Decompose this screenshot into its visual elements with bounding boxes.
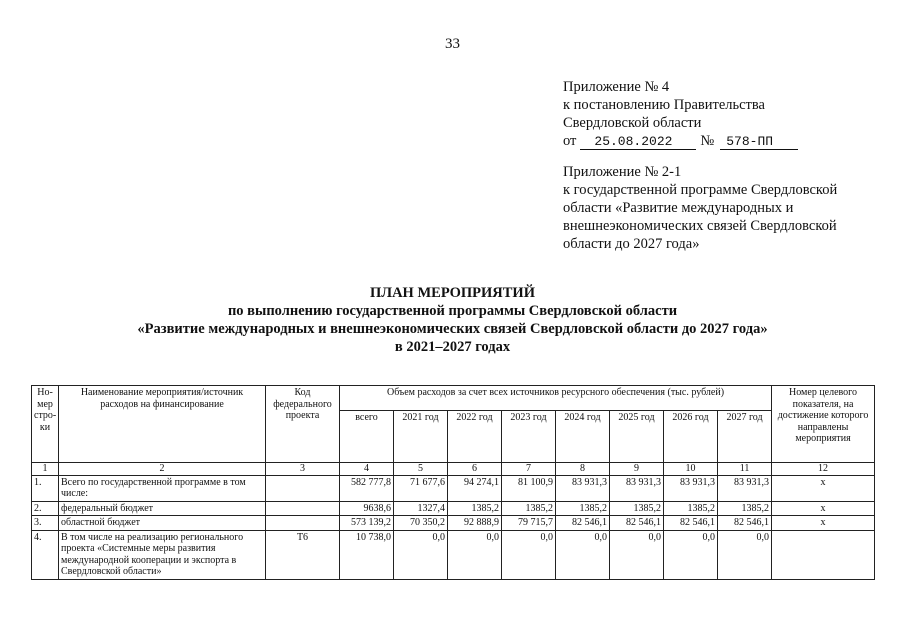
header-volume: Объем расходов за счет всех источников ресурсного обеспечения (тыс. рублей) xyxy=(340,386,772,411)
row-2026: 83 931,3 xyxy=(664,475,718,501)
row-2025: 1385,2 xyxy=(610,501,664,516)
row-name: федеральный бюджет xyxy=(59,501,266,516)
col-number: 5 xyxy=(394,463,448,476)
row-no: 1. xyxy=(32,475,59,501)
row-2027: 0,0 xyxy=(718,530,772,579)
appendix-2-line4: внешнеэкономических связей Свердловской xyxy=(563,218,837,234)
row-2025: 82 546,1 xyxy=(610,516,664,531)
title-line2: по выполнению государственной программы Свердловской области xyxy=(227,303,678,319)
row-total: 9638,6 xyxy=(340,501,394,516)
row-2023: 1385,2 xyxy=(502,501,556,516)
resolution-number: 578-ПП xyxy=(720,134,798,150)
row-2021: 71 677,6 xyxy=(394,475,448,501)
appendix-1-date-line xyxy=(563,132,893,150)
document-title xyxy=(0,284,905,356)
appendix-2-line3: области «Развитие международных и xyxy=(563,200,794,216)
row-target: х xyxy=(772,501,875,516)
row-name: Всего по государственной программе в том числе: xyxy=(59,475,266,501)
row-name: областной бюджет xyxy=(59,516,266,531)
row-2022: 94 274,1 xyxy=(448,475,502,501)
header-total: всего xyxy=(340,411,394,463)
col-number: 9 xyxy=(610,463,664,476)
col-number: 8 xyxy=(556,463,610,476)
row-2024: 1385,2 xyxy=(556,501,610,516)
col-number: 6 xyxy=(448,463,502,476)
header-target: Номер целевого показателя, на достижение которого направлены мероприятия xyxy=(772,386,875,463)
table-row xyxy=(32,475,875,501)
number-prefix: № xyxy=(700,133,715,149)
row-2024: 0,0 xyxy=(556,530,610,579)
row-2021: 0,0 xyxy=(394,530,448,579)
header-2022: 2022 год xyxy=(448,411,502,463)
row-total: 10 738,0 xyxy=(340,530,394,579)
row-2023: 79 715,7 xyxy=(502,516,556,531)
row-2025: 0,0 xyxy=(610,530,664,579)
title-line3: «Развитие международных и внешнеэкономических связей Свердловской области до 2027 года» xyxy=(137,321,768,337)
row-2023: 81 100,9 xyxy=(502,475,556,501)
row-name: В том числе на реализацию регионального проекта «Системные меры развития международной кооперации и экспорта в Свердловской области» xyxy=(59,530,266,579)
header-2027: 2027 год xyxy=(718,411,772,463)
row-total: 573 139,2 xyxy=(340,516,394,531)
row-no: 2. xyxy=(32,501,59,516)
col-number: 4 xyxy=(340,463,394,476)
header-2021: 2021 год xyxy=(394,411,448,463)
col-number: 1 xyxy=(32,463,59,476)
table-row xyxy=(32,530,875,579)
row-2026: 82 546,1 xyxy=(664,516,718,531)
row-code xyxy=(266,475,340,501)
table-row xyxy=(32,501,875,516)
row-target xyxy=(772,530,875,579)
appendix-2-line5: области до 2027 года» xyxy=(563,236,700,252)
col-number: 12 xyxy=(772,463,875,476)
col-number: 10 xyxy=(664,463,718,476)
row-2025: 83 931,3 xyxy=(610,475,664,501)
appendix-1-block xyxy=(563,78,893,150)
col-number: 3 xyxy=(266,463,340,476)
row-2023: 0,0 xyxy=(502,530,556,579)
appendix-1-line3: Свердловской области xyxy=(563,115,702,131)
header-2024: 2024 год xyxy=(556,411,610,463)
resolution-date: 25.08.2022 xyxy=(580,134,696,150)
appendix-1-line1: Приложение № 4 xyxy=(563,79,670,95)
row-2027: 82 546,1 xyxy=(718,516,772,531)
row-2027: 1385,2 xyxy=(718,501,772,516)
row-2026: 1385,2 xyxy=(664,501,718,516)
row-2022: 0,0 xyxy=(448,530,502,579)
row-2026: 0,0 xyxy=(664,530,718,579)
row-target: х xyxy=(772,516,875,531)
title-line1: ПЛАН МЕРОПРИЯТИЙ xyxy=(370,285,535,301)
header-name: Наименование мероприятия/источник расходов на финансирование xyxy=(59,386,266,463)
col-number: 2 xyxy=(59,463,266,476)
column-number-row xyxy=(32,463,875,476)
row-2024: 82 546,1 xyxy=(556,516,610,531)
header-row-no: Но-мер стро-ки xyxy=(32,386,59,463)
appendix-1-line2: к постановлению Правительства xyxy=(563,97,765,113)
row-2021: 1327,4 xyxy=(394,501,448,516)
row-2024: 83 931,3 xyxy=(556,475,610,501)
appendix-2-block xyxy=(563,163,893,253)
table-header-row xyxy=(32,386,875,411)
plan-table xyxy=(31,385,875,580)
row-no: 3. xyxy=(32,516,59,531)
row-total: 582 777,8 xyxy=(340,475,394,501)
title-line4: в 2021–2027 годах xyxy=(394,339,511,355)
col-number: 11 xyxy=(718,463,772,476)
header-2023: 2023 год xyxy=(502,411,556,463)
row-2022: 1385,2 xyxy=(448,501,502,516)
table-row xyxy=(32,516,875,531)
row-code: Т6 xyxy=(266,530,340,579)
col-number: 7 xyxy=(502,463,556,476)
row-target: х xyxy=(772,475,875,501)
header-2025: 2025 год xyxy=(610,411,664,463)
row-code xyxy=(266,516,340,531)
appendix-2-line1: Приложение № 2-1 xyxy=(563,164,682,180)
row-code xyxy=(266,501,340,516)
date-prefix: от xyxy=(563,133,577,149)
header-code: Код федерального проекта xyxy=(266,386,340,463)
appendix-2-line2: к государственной программе Свердловской xyxy=(563,182,838,198)
header-2026: 2026 год xyxy=(664,411,718,463)
row-2021: 70 350,2 xyxy=(394,516,448,531)
row-2022: 92 888,9 xyxy=(448,516,502,531)
row-2027: 83 931,3 xyxy=(718,475,772,501)
row-no: 4. xyxy=(32,530,59,579)
page-number: 33 xyxy=(445,36,460,52)
